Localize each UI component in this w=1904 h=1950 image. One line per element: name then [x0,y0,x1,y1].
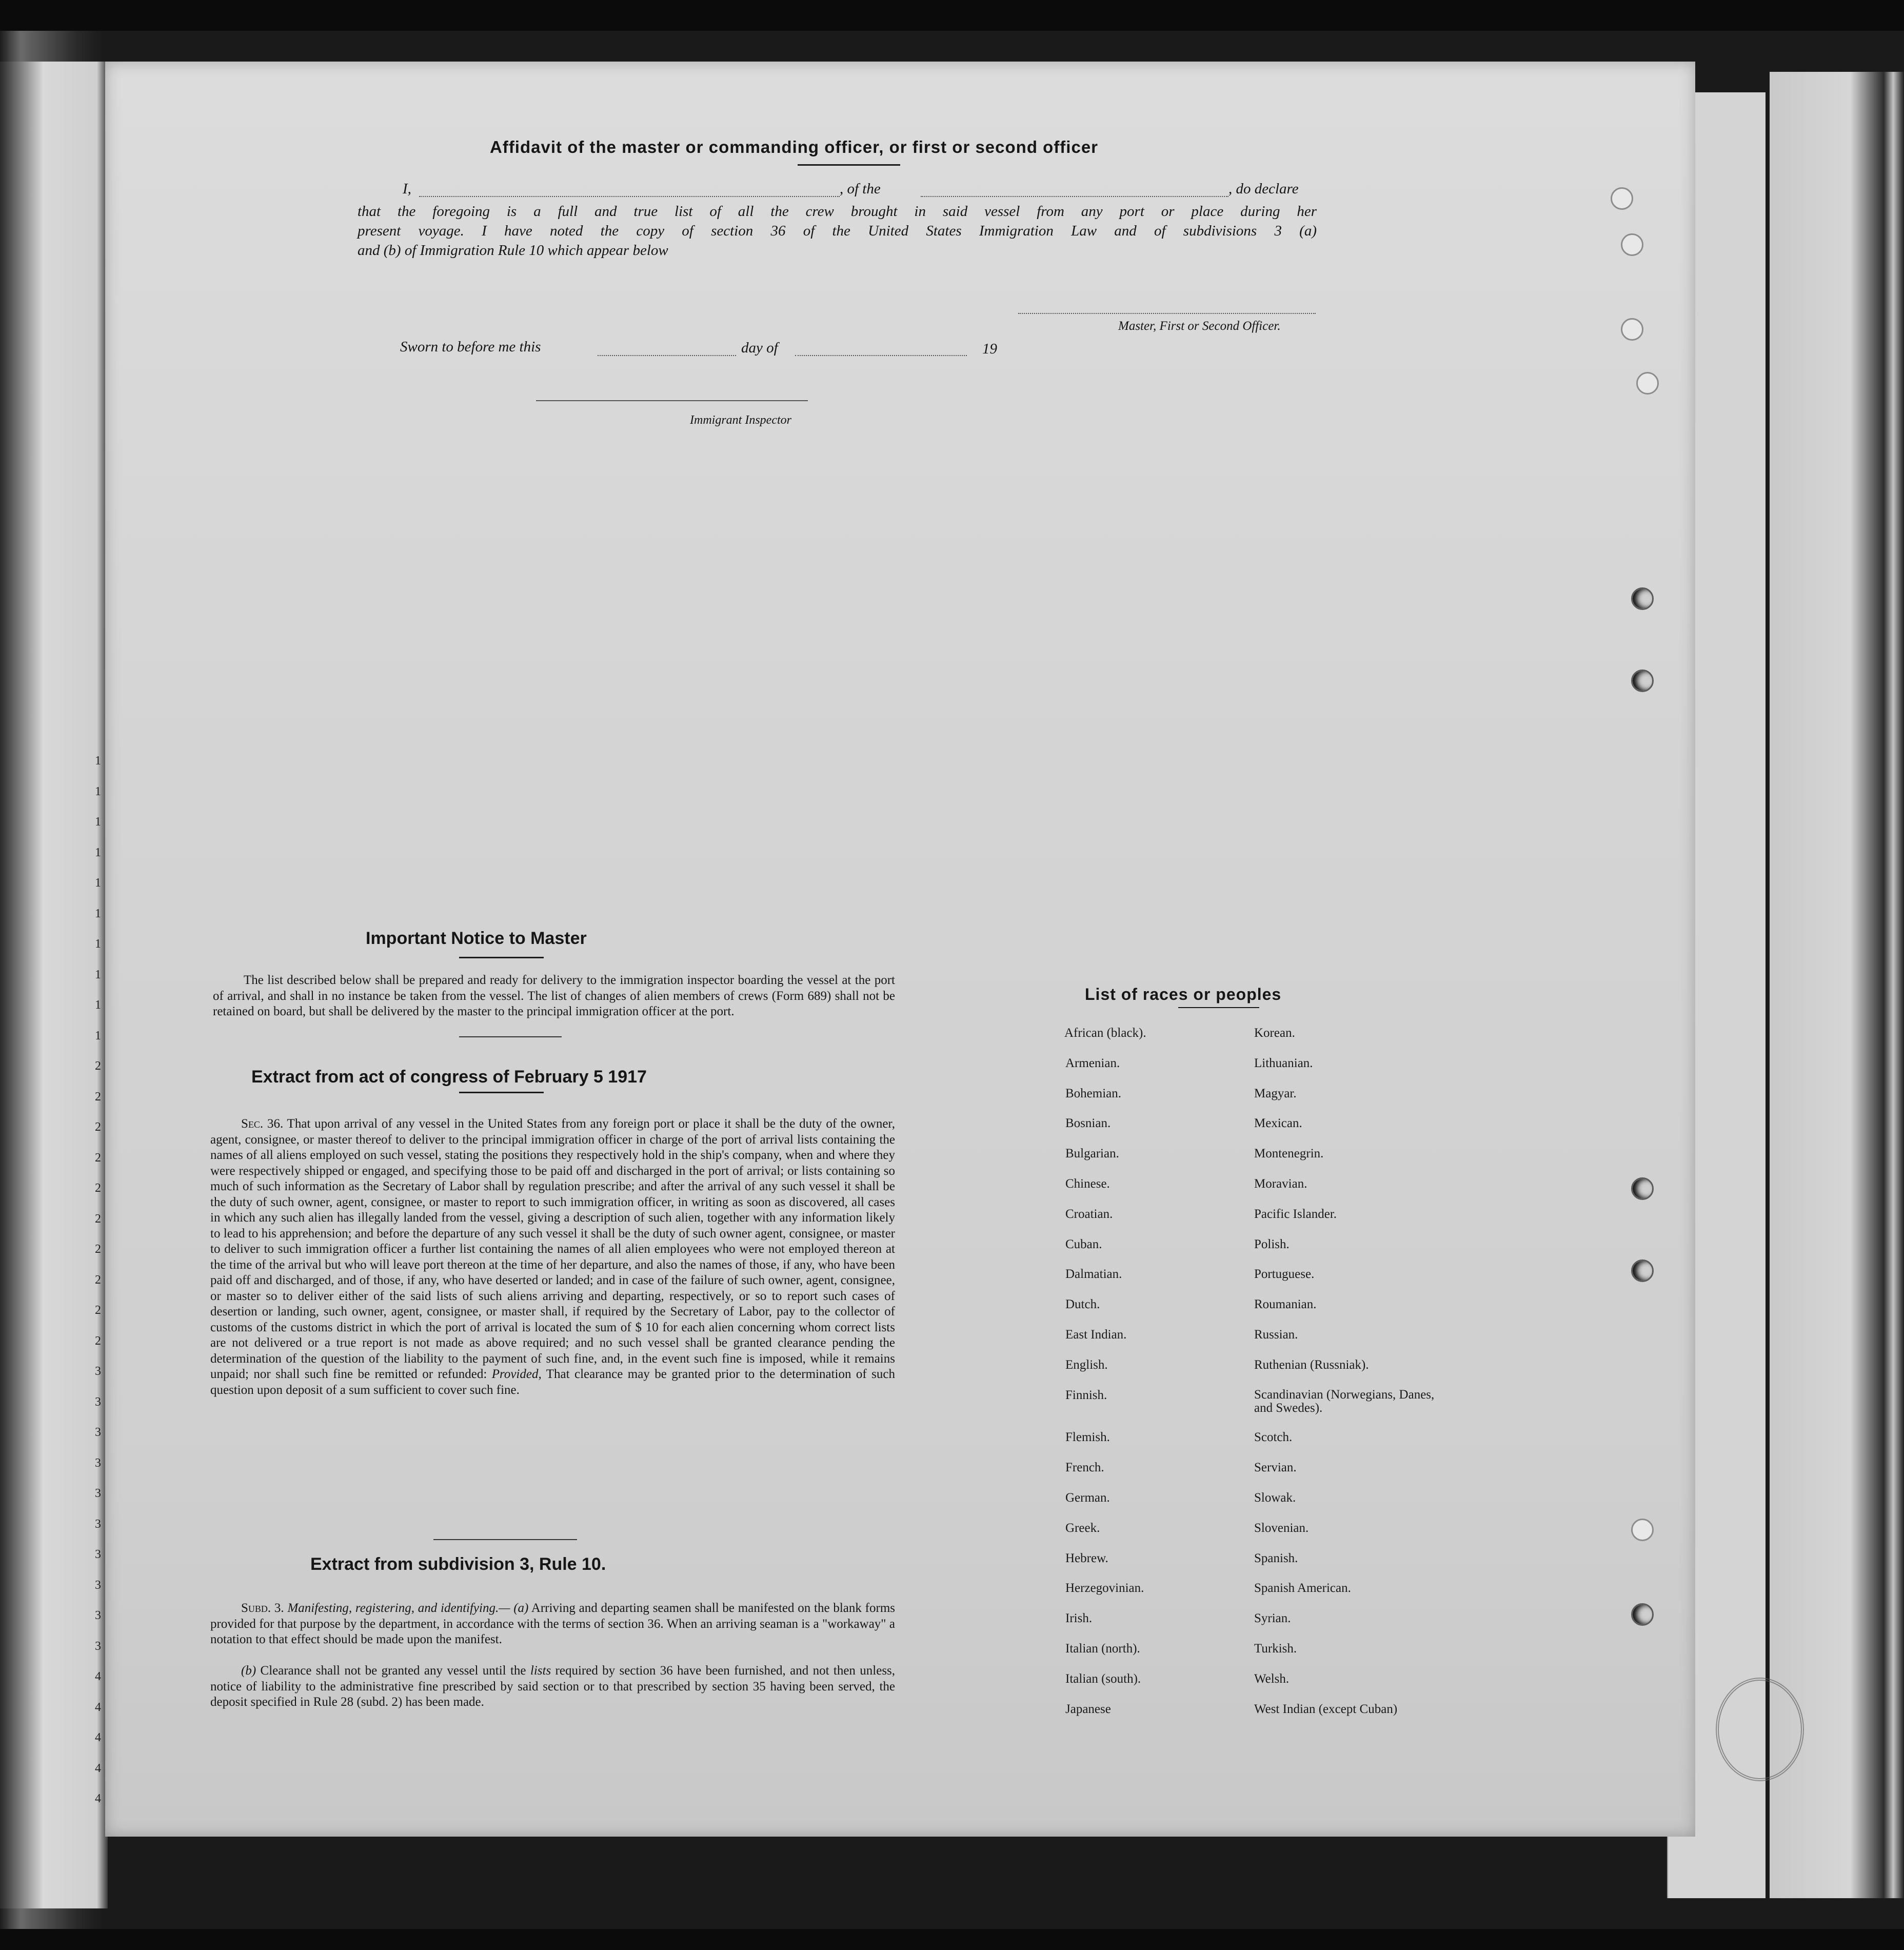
race-item: Greek. [1065,1521,1100,1535]
inspector-caption: Immigrant Inspector [690,413,791,427]
race-item: Slowak. [1254,1491,1296,1505]
margin-row-number: 2 [95,1212,101,1226]
punch-hole [1621,318,1643,341]
sec-36-text: That upon arrival of any vessel in the United States from any foreign port or place it shall be the duty of the owner, agent, consignee, or master thereof to deliver to the principal immigration officer in charge of the port of arrival lists containing the names of all aliens employed on such vessel, stating the positions they respectively hold in the ship's company, when and where they were respectively shipped or engaged, and specifying those to be paid off and discharged in the port of arrival; or lists containing so much of such information as the Secretary of Labor shall by regulation prescribe; and after the arrival of any such vessel it shall be the duty of such owner, agent, consignee, or master to report to such immigration officer, in writing as soon as discovered, all cases in which any such alien has illegally landed from the vessel, giving a description of such alien, together with any information likely to lead to his apprehension; and before the departure of any such vessel it shall be the duty of such owner agent, consignee, or master to deliver to such immigration officer a further list containing the names of all alien employees who were not employed thereon at the time of the arrival but who will leave port thereon at the time of her departure, and also the names of those, if any, who have been paid off and discharged, and of those, if any, who have deserted or landed; and in case of the failure of such owner, agent, consignee, or master so to deliver either of the said lists of such aliens arriving and departing, respectively, or so to report such cases of desertion or landing, such owner, agent, consignee, or master shall, if required by the Secretary of Labor, pay to the collector of customs of the customs district in which the port of arrival is located the sum of $ 10 for each alien concerning whom correct lists are not delivered or a true report is not made as above required; and no such vessel shall be granted clearance pending the determination of the question of the liability to the payment of such fine, and, in the event such fine is imposed, while it remains unpaid; nor shall such fine be remitted or refunded: [210,1117,895,1381]
punch-hole [1631,1519,1654,1541]
race-item: Dalmatian. [1065,1267,1122,1282]
margin-row-number: 2 [95,1151,101,1165]
race-item: Dutch. [1065,1297,1100,1312]
race-item: Magyar. [1254,1086,1297,1100]
margin-row-number: 2 [95,1090,101,1104]
race-item: Ruthenian (Russniak). [1254,1357,1369,1372]
race-item: Polish. [1254,1237,1290,1251]
race-item: Finnish. [1065,1388,1107,1402]
race-item: Cuban. [1065,1237,1102,1251]
race-item: Moravian. [1254,1177,1307,1191]
margin-row-number: 2 [95,1059,101,1073]
race-item: Irish. [1065,1611,1093,1626]
race-item: Portuguese. [1254,1267,1315,1282]
affidavit-i: I, [403,181,411,197]
affidavit-title-rule [798,164,900,166]
officer-name-field[interactable] [419,196,840,197]
race-item: African (black). [1064,1026,1146,1040]
races-title-underline [1178,1007,1259,1008]
margin-row-number: 2 [95,1181,101,1195]
margin-row-number: 3 [95,1426,101,1439]
margin-row-number: 1 [95,968,101,981]
race-item: Roumanian. [1254,1297,1317,1312]
extract-separator [433,1539,577,1540]
race-item: Hebrew. [1065,1551,1108,1565]
margin-row-number: 1 [95,815,101,829]
margin-row-number: 2 [95,1334,101,1348]
notice-title: Important Notice to Master [366,929,587,948]
notice-separator [459,1036,562,1037]
race-item: Herzegovinian. [1065,1581,1144,1596]
subd-a-label: (a) [513,1601,529,1615]
affidavit-do-declare: , do declare [1228,181,1299,197]
margin-row-number: 1 [95,754,101,767]
subd-b-label: (b) [241,1664,256,1678]
margin-row-number: 3 [95,1487,101,1500]
extract-act-title: Extract from act of congress of February 5 1917 [251,1067,647,1087]
punch-hole [1631,1603,1654,1626]
inspector-signature-line[interactable] [536,400,808,401]
punch-hole [1621,233,1643,256]
subd-b-text-1: Clearance shall not be granted any vessel until the [260,1664,526,1678]
rule-subd-b [210,1663,895,1710]
race-item: Turkish. [1254,1642,1297,1656]
extract-act-title-rule [459,1092,544,1093]
margin-row-number: 3 [95,1365,101,1378]
punch-hole [1631,1177,1654,1200]
margin-row-number: 2 [95,1243,101,1256]
race-item: Pacific Islander. [1254,1207,1337,1221]
affidavit-line-4: and (b) of Immigration Rule 10 which appear below [358,242,668,259]
margin-row-number: 4 [95,1670,101,1683]
sworn-year: 19 [982,341,997,357]
race-item: Servian. [1254,1461,1297,1475]
margin-row-number: 4 [95,1761,101,1775]
race-item: Spanish. [1254,1551,1298,1565]
sec-36-text-end: That clearance may be granted prior to the determination of such question upon deposit of a sum sufficient to cover such fine. [210,1367,896,1397]
subd-label: Subd. 3. [241,1601,284,1615]
margin-row-number: 4 [95,1700,101,1714]
race-item: Italian (south). [1065,1671,1141,1686]
sworn-month-field[interactable] [795,355,967,356]
race-item: Croatian. [1065,1207,1113,1221]
notice-title-rule [459,957,544,958]
officer-signature-field[interactable] [1018,313,1316,314]
margin-row-number: 4 [95,1731,101,1744]
underlying-page-left-edge [0,62,108,1908]
margin-row-number: 2 [95,1304,101,1317]
race-item: Armenian. [1065,1056,1120,1070]
subd-b-lists: lists [530,1664,551,1678]
margin-row-number: 3 [95,1395,101,1409]
race-item: Slovenian. [1254,1521,1309,1535]
margin-row-number: 3 [95,1548,101,1561]
race-item: Montenegrin. [1254,1147,1324,1161]
race-item: Welsh. [1254,1671,1290,1686]
punch-hole [1631,669,1654,692]
race-item: Mexican. [1254,1116,1302,1131]
race-item: Spanish American. [1254,1581,1351,1596]
margin-row-number: 1 [95,907,101,920]
sworn-day-of: day of [741,340,778,356]
margin-row-number: 2 [95,1120,101,1134]
affidavit-line-2: that the foregoing is a full and true list of all the crew brought in said vessel from any port or place during her [358,203,1317,220]
race-item: Scotch. [1254,1430,1293,1445]
rule-subd-a [210,1601,895,1648]
affidavit-of-the: , of the [840,181,881,197]
race-item: Scandinavian (Norwegians, Danes, and Swedes). [1254,1387,1435,1415]
race-item: French. [1065,1461,1104,1475]
race-item: Italian (north). [1065,1642,1140,1656]
race-item: Lithuanian. [1254,1056,1313,1070]
race-item: Bulgarian. [1065,1147,1119,1161]
margin-row-number: 3 [95,1609,101,1622]
margin-row-number: 4 [95,1792,101,1805]
subd-heading: Manifesting, registering, and identifying.— [287,1601,510,1615]
margin-row-number: 3 [95,1578,101,1592]
margin-row-number: 1 [95,845,101,859]
subd-a-text: Arriving and departing seamen shall be manifested on the blank forms provided for that purpose by the department, in accordance with the terms of section 36. When an arriving seaman is a "workaway" a notation to that effect should be made upon the manifest. [210,1601,895,1646]
race-item: Bohemian. [1065,1086,1122,1100]
race-item: Russian. [1254,1328,1298,1342]
document-sheet [105,62,1695,1837]
punch-hole [1636,372,1659,395]
margin-row-number: 2 [95,1273,101,1287]
circular-stamp [1716,1678,1804,1781]
race-item: Chinese. [1065,1177,1110,1191]
underlying-page-right-edge [1770,72,1904,1898]
races-title: List of races or peoples [1085,985,1282,1003]
margin-row-number: 1 [95,876,101,890]
margin-row-number: 1 [95,784,101,798]
sworn-text: Sworn to before me this [400,339,541,355]
extract-act-body [210,1116,895,1398]
subd-b-text-2: required by section 36 have been furnished, and not then unless, notice of liability to the administrative fine prescribed by said section or to that prescribed by section 35 having been served, the deposit specified in Rule 28 (subd. 2) has been made. [210,1664,896,1709]
margin-row-number: 1 [95,1029,101,1042]
race-item: Syrian. [1254,1611,1291,1626]
race-item: Bosnian. [1065,1116,1111,1131]
race-item: German. [1065,1491,1110,1505]
vessel-name-field[interactable] [921,196,1228,197]
race-item: Japanese [1065,1702,1111,1716]
provided-word: Provided, [491,1367,542,1381]
punch-hole [1631,1259,1654,1282]
sworn-day-field[interactable] [598,355,736,356]
margin-row-number: 1 [95,998,101,1012]
race-item: English. [1065,1357,1108,1372]
race-item: East Indian. [1065,1328,1127,1342]
punch-hole [1611,187,1633,210]
affidavit-line-3: present voyage. I have noted the copy of section 36 of the United States Immigration Law and of subdivisions 3 (a) [358,223,1317,239]
race-item: Flemish. [1065,1430,1110,1445]
race-item: West Indian (except Cuban) [1254,1702,1398,1716]
signature-caption: Master, First or Second Officer. [1118,319,1281,333]
notice-body: The list described below shall be prepared and ready for delivery to the immigration inspector boarding the vessel at the port of arrival, and shall in no instance be taken from the vessel. The list of changes of alien members of crews (Form 689) shall not be retained on board, but shall be delivered by the master to the principal immigration officer at the port. [213,973,895,1018]
margin-row-number: 3 [95,1639,101,1653]
extract-rule-title: Extract from subdivision 3, Rule 10. [310,1554,606,1574]
affidavit-title: Affidavit of the master or commanding officer, or first or second officer [490,137,1099,156]
margin-row-number: 3 [95,1517,101,1531]
sec-36-label: Sec. 36. [241,1117,284,1131]
margin-row-number: 1 [95,937,101,951]
race-item: Korean. [1254,1026,1295,1040]
punch-hole [1631,587,1654,610]
margin-row-number: 3 [95,1456,101,1470]
